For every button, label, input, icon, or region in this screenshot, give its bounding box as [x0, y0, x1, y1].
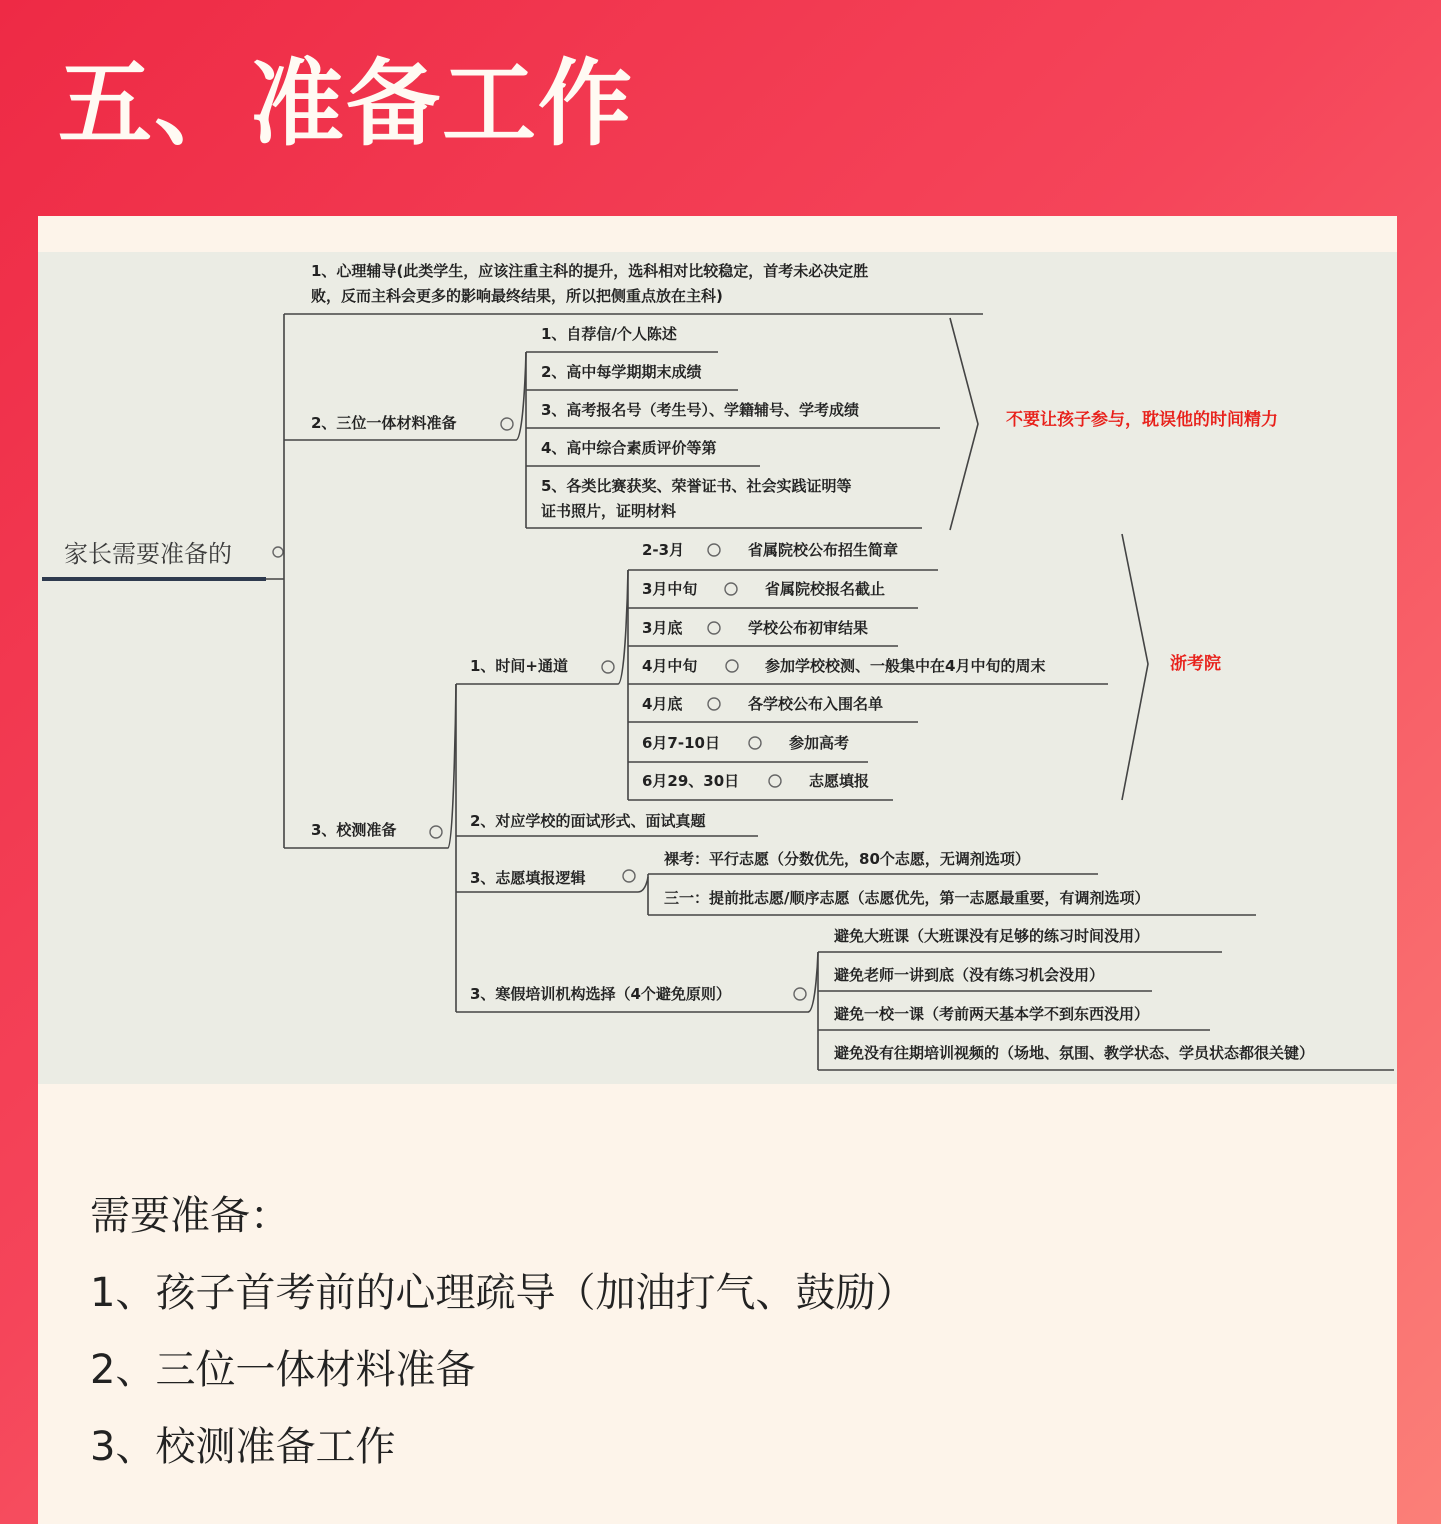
timeline-time: 2-3月 — [642, 541, 685, 559]
training-item: 避免没有往期培训视频的（场地、氛围、教学状态、学员状态都很关键） — [834, 1044, 1315, 1062]
node-interview: 2、对应学校的面试形式、面试真题 — [470, 812, 706, 830]
node-school-test: 3、校测准备 — [311, 821, 397, 839]
collapse-icon — [794, 988, 806, 1000]
timeline-time: 3月中旬 — [642, 580, 698, 598]
timeline-note: 浙考院 — [1170, 654, 1221, 674]
training-item: 避免老师一讲到底（没有练习机会没用） — [834, 966, 1105, 984]
timeline-event: 各学校公布入围名单 — [748, 695, 884, 713]
node-volunteer: 3、志愿填报逻辑 — [470, 869, 586, 887]
notes-item: 3、校测准备工作 — [90, 1424, 396, 1470]
timeline-event: 志愿填报 — [809, 772, 870, 790]
node-psych-cont: 败，反而主科会更多的影响最终结果，所以把侧重点放在主科) — [311, 287, 723, 305]
node-materials: 2、三位一体材料准备 — [311, 414, 457, 432]
material-item: 5、各类比赛获奖、荣誉证书、社会实践证明等 — [541, 477, 852, 495]
timeline-time: 4月中旬 — [642, 657, 698, 675]
notes-item: 1、孩子首考前的心理疏导（加油打气、鼓励） — [90, 1270, 916, 1316]
material-item-cont: 证书照片，证明材料 — [541, 502, 677, 520]
node-psych: 1、心理辅导(此类学生，应该注重主科的提升，选科相对比较稳定，首考未必决定胜 — [311, 262, 869, 280]
brace — [950, 318, 978, 530]
material-item: 4、高中综合素质评价等第 — [541, 439, 717, 457]
notes — [90, 1186, 915, 1494]
notes-item: 2、三位一体材料准备 — [90, 1347, 476, 1393]
collapse-icon — [623, 870, 635, 882]
timeline-event: 学校公布初审结果 — [748, 619, 869, 637]
collapse-icon — [273, 547, 283, 557]
timeline-event: 省属院校公布招生简章 — [748, 541, 899, 559]
training-item: 避免一校一课（考前两天基本学不到东西没用） — [834, 1005, 1150, 1023]
materials-note: 不要让孩子参与，耽误他的时间精力 — [1006, 410, 1278, 430]
brace — [1122, 534, 1148, 800]
volunteer-item: 三一：提前批志愿/顺序志愿（志愿优先，第一志愿最重要，有调剂选项） — [664, 889, 1150, 907]
node-timeline: 1、时间+通道 — [470, 657, 569, 675]
material-item: 3、高考报名号（考生号）、学籍辅号、学考成绩 — [541, 401, 859, 419]
timeline-time: 6月7-10日 — [642, 734, 720, 752]
timeline-event: 省属院校报名截止 — [765, 580, 886, 598]
node-training: 3、寒假培训机构选择（4个避免原则） — [470, 985, 731, 1003]
timeline-event: 参加学校校测、一般集中在4月中旬的周末 — [765, 657, 1046, 675]
training-item: 避免大班课（大班课没有足够的练习时间没用） — [834, 927, 1150, 945]
collapse-icon — [602, 661, 614, 673]
timeline-event: 参加高考 — [789, 734, 850, 752]
timeline-time: 3月底 — [642, 619, 683, 637]
timeline-time: 4月底 — [642, 695, 683, 713]
material-item: 1、自荐信/个人陈述 — [541, 325, 677, 343]
collapse-icon — [430, 826, 442, 838]
mindmap-root: 家长需要准备的 — [64, 540, 232, 568]
page-title: 五、准备工作 — [58, 49, 635, 159]
collapse-icon — [501, 418, 513, 430]
mind-map — [38, 252, 1397, 1084]
timeline-time: 6月29、30日 — [642, 772, 740, 790]
notes-heading: 需要准备： — [90, 1193, 290, 1239]
material-item: 2、高中每学期期末成绩 — [541, 363, 702, 381]
volunteer-item: 裸考：平行志愿（分数优先，80个志愿，无调剂选项） — [664, 850, 1030, 868]
